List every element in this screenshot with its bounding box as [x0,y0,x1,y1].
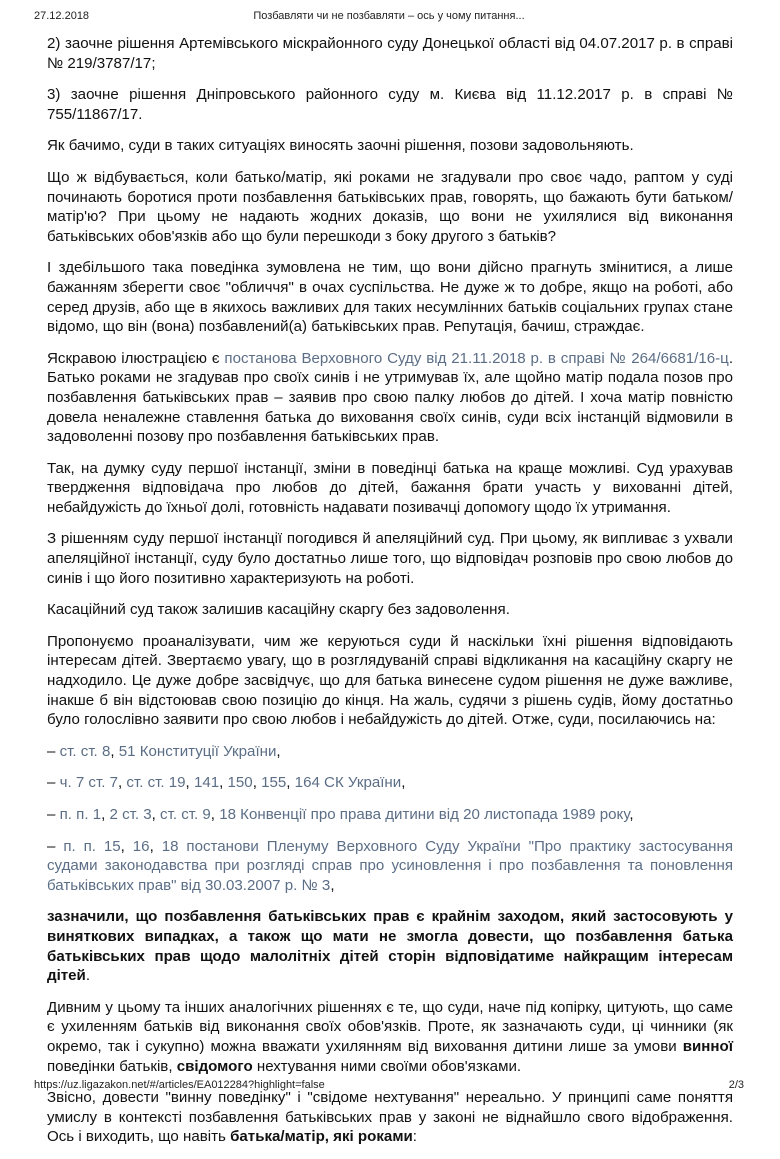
separator: , [151,806,161,823]
separator: , [185,774,194,792]
separator: , [120,837,133,855]
separator: , [330,876,335,894]
law-link[interactable]: 16 [132,837,150,855]
paragraph [47,349,733,447]
article-body [47,34,733,1159]
dash: – [47,837,64,855]
law-link[interactable]: ст. ст. 19 [126,774,186,792]
paragraph: Як бачимо, суди в таких ситуаціях виносять заочні рішення, позови задовольняють. [47,137,634,155]
text: Яскравою ілюстрацією є [47,349,225,367]
paragraph: Що ж відбувається, коли батько/матір, які роками не згадували про своє чадо, раптом у суді починають боротися проти позбавлення батьківських прав, говорять, що бажають бути батьком/матір'ю? При цьому не надають жодних доказів, що вони не ухилялися від виконання батьківських обов'язків або що були перешкоди з боку другого з батьків? [47,168,733,245]
separator: , [219,774,228,792]
law-link[interactable]: 18 Конвенції про права дитини від 20 листопада 1989 року [219,806,630,823]
paragraph: Касаційний суд також залишив касаційну скаргу без задоволення. [47,601,510,619]
bold-text: батька/матір, які роками [230,1128,413,1146]
separator: , [401,774,406,792]
separator: , [252,774,262,792]
reference-item [47,742,733,762]
law-link[interactable]: 2 ст. 3 [109,806,152,823]
supreme-court-ruling-link[interactable]: постанова Верховного Суду від 21.11.2018 р. в справі № 264/6681/16-ц [224,349,729,367]
law-link[interactable]: ч. 7 ст. 7 [59,774,119,792]
print-footer [34,1079,744,1093]
text: Дивним у цьому та інших аналогічних рішеннях є те, що суди, наче під копірку, цитують, що саме є ухиленням батьків від виконання своїх обов'язків. Проте, як зазначають суди, ці чинники (як окремо, так і сукупно) можна вважати ухилянням від виховання дитини лише за умови [47,998,733,1055]
paragraph: Пропонуємо проаналізувати, чим же керуються суди й наскільки їхні рішення відповідають інтересам дітей. Звертаємо увагу, що в розглядуваній справі відкликання на касаційну скаргу не надходило. Це дуже добре засвідчує, що для батька винесене судом рішення не дуже важливе, інакше б він відстоював свою позицію до кінця. На жаль, судячи з рішень судів, йому достатньо було голослівно заявити про свою любов і небайдужість до дітей. Отже, суди, посилаючись на: [47,632,733,729]
paragraph: Так, на думку суду першої інстанції, зміни в поведінці батька на краще можливі. Суд урахував твердження відповідача про любов до дітей, бажання брати участь у вихованні дітей, небайдужість до їхньої долі, готовність надавати позивачці допомогу щодо їх утримання. [47,459,733,516]
separator: , [149,837,162,855]
bold-conclusion: зазначили, що позбавлення батьківських прав є крайнім заходом, який застосовують у виняткових випадках, а також що мати не змогла довести, що позбавлення батька батьківських прав щодо малолітніх дітей сторін відповідатиме найкращим інтересам дітей [47,908,733,985]
law-link[interactable]: 155 [261,774,287,792]
paragraph: З рішенням суду першої інстанції погодився й апеляційний суд. При цьому, як випливає з ухвали апеляційної інстанції, суду було достатньо лише того, що відповідач розповів про свою любов до синів і що його позитивно характеризують на роботі. [47,530,733,587]
bold-text: винної [682,1037,733,1055]
reference-item [47,773,733,793]
paragraph: І здебільшого така поведінка зумовлена не тим, що вони дійсно прагнуть змінитися, а лише бажанням зберегти своє "обличчя" в очах суспільства. Не дуже ж то добре, якщо на роботі, або серед друзів, або ще в якихось важливих для таких несумлінних батьків соціальних групах стане відомо, що він (вона) позбавлений(а) батьківських прав. Репутація, бачиш, страждає. [47,259,733,336]
dash: – [47,774,60,792]
separator: , [118,774,127,792]
paragraph: 2) заочне рішення Артемівського міскрайонного суду Донецької області від 04.07.2017 р. в справі № 219/3787/17; [47,35,733,72]
text: нехтування ними своїми обов'язками. [252,1057,522,1075]
text: . Батько роками не згадував про своїх синів і не утримував їх, але щойно матір подала позов про позбавлення батьківських прав – заявив про свою палку любов до дітей. І хоча матір повністю довела неналежне ставлення батька до виховання своїх синів, суди всіх інстанцій відмовили в задоволенні позову про позбавлення батьківських прав. [47,349,734,446]
paragraph-conclusion [47,907,733,985]
law-link[interactable]: 51 Конституції України [118,742,277,760]
text: . [85,967,91,985]
text: Звісно, довести "винну поведінку" і "свідоме нехтування" нереально. У принципі саме поняття умислу в контексті позбавлення батьківських прав у законі не віднайшло свого відображення. Ось і виходить, що навіть [47,1089,733,1146]
text: поведінки батьків, [47,1057,177,1075]
law-link[interactable]: 150 [227,774,253,792]
separator: , [629,806,634,823]
dash: – [47,806,60,823]
law-link[interactable]: ст. ст. 8 [59,742,111,760]
separator: , [210,806,220,823]
print-date: 27.12.2018 [34,10,90,22]
text: : [412,1128,417,1146]
separator: , [110,742,119,760]
bold-text: свідомого [176,1057,253,1075]
paragraph: 3) заочне рішення Дніпровського районного суду м. Києва від 11.12.2017 р. в справі № 755/11867/17. [47,86,733,123]
law-link[interactable]: п. п. 15 [63,837,121,855]
law-link[interactable]: п. п. 1 [59,806,102,823]
reference-item [47,805,733,825]
print-header [34,10,744,24]
paragraph [47,1088,733,1147]
page-number: 2/3 [728,1079,744,1091]
separator: , [286,774,295,792]
dash: – [47,742,60,760]
law-link[interactable]: 164 СК України [294,774,402,792]
print-url: https://uz.ligazakon.net/#/articles/EA012284?highlight=false [34,1079,325,1091]
reference-item [47,837,733,896]
print-title: Позбавляти чи не позбавляти – ось у чому питання... [253,10,525,22]
separator: , [101,806,110,823]
law-link[interactable]: 18 постанови Пленуму Верховного Суду України "Про практику застосування судами законодавства при розгляді справ про усиновлення і про позбавлення та поновлення батьківських прав" від 30.03.2007 р. № 3 [47,837,733,894]
law-link[interactable]: 141 [193,774,220,792]
paragraph [47,998,733,1076]
law-link[interactable]: ст. ст. 9 [160,806,211,823]
separator: , [276,742,281,760]
